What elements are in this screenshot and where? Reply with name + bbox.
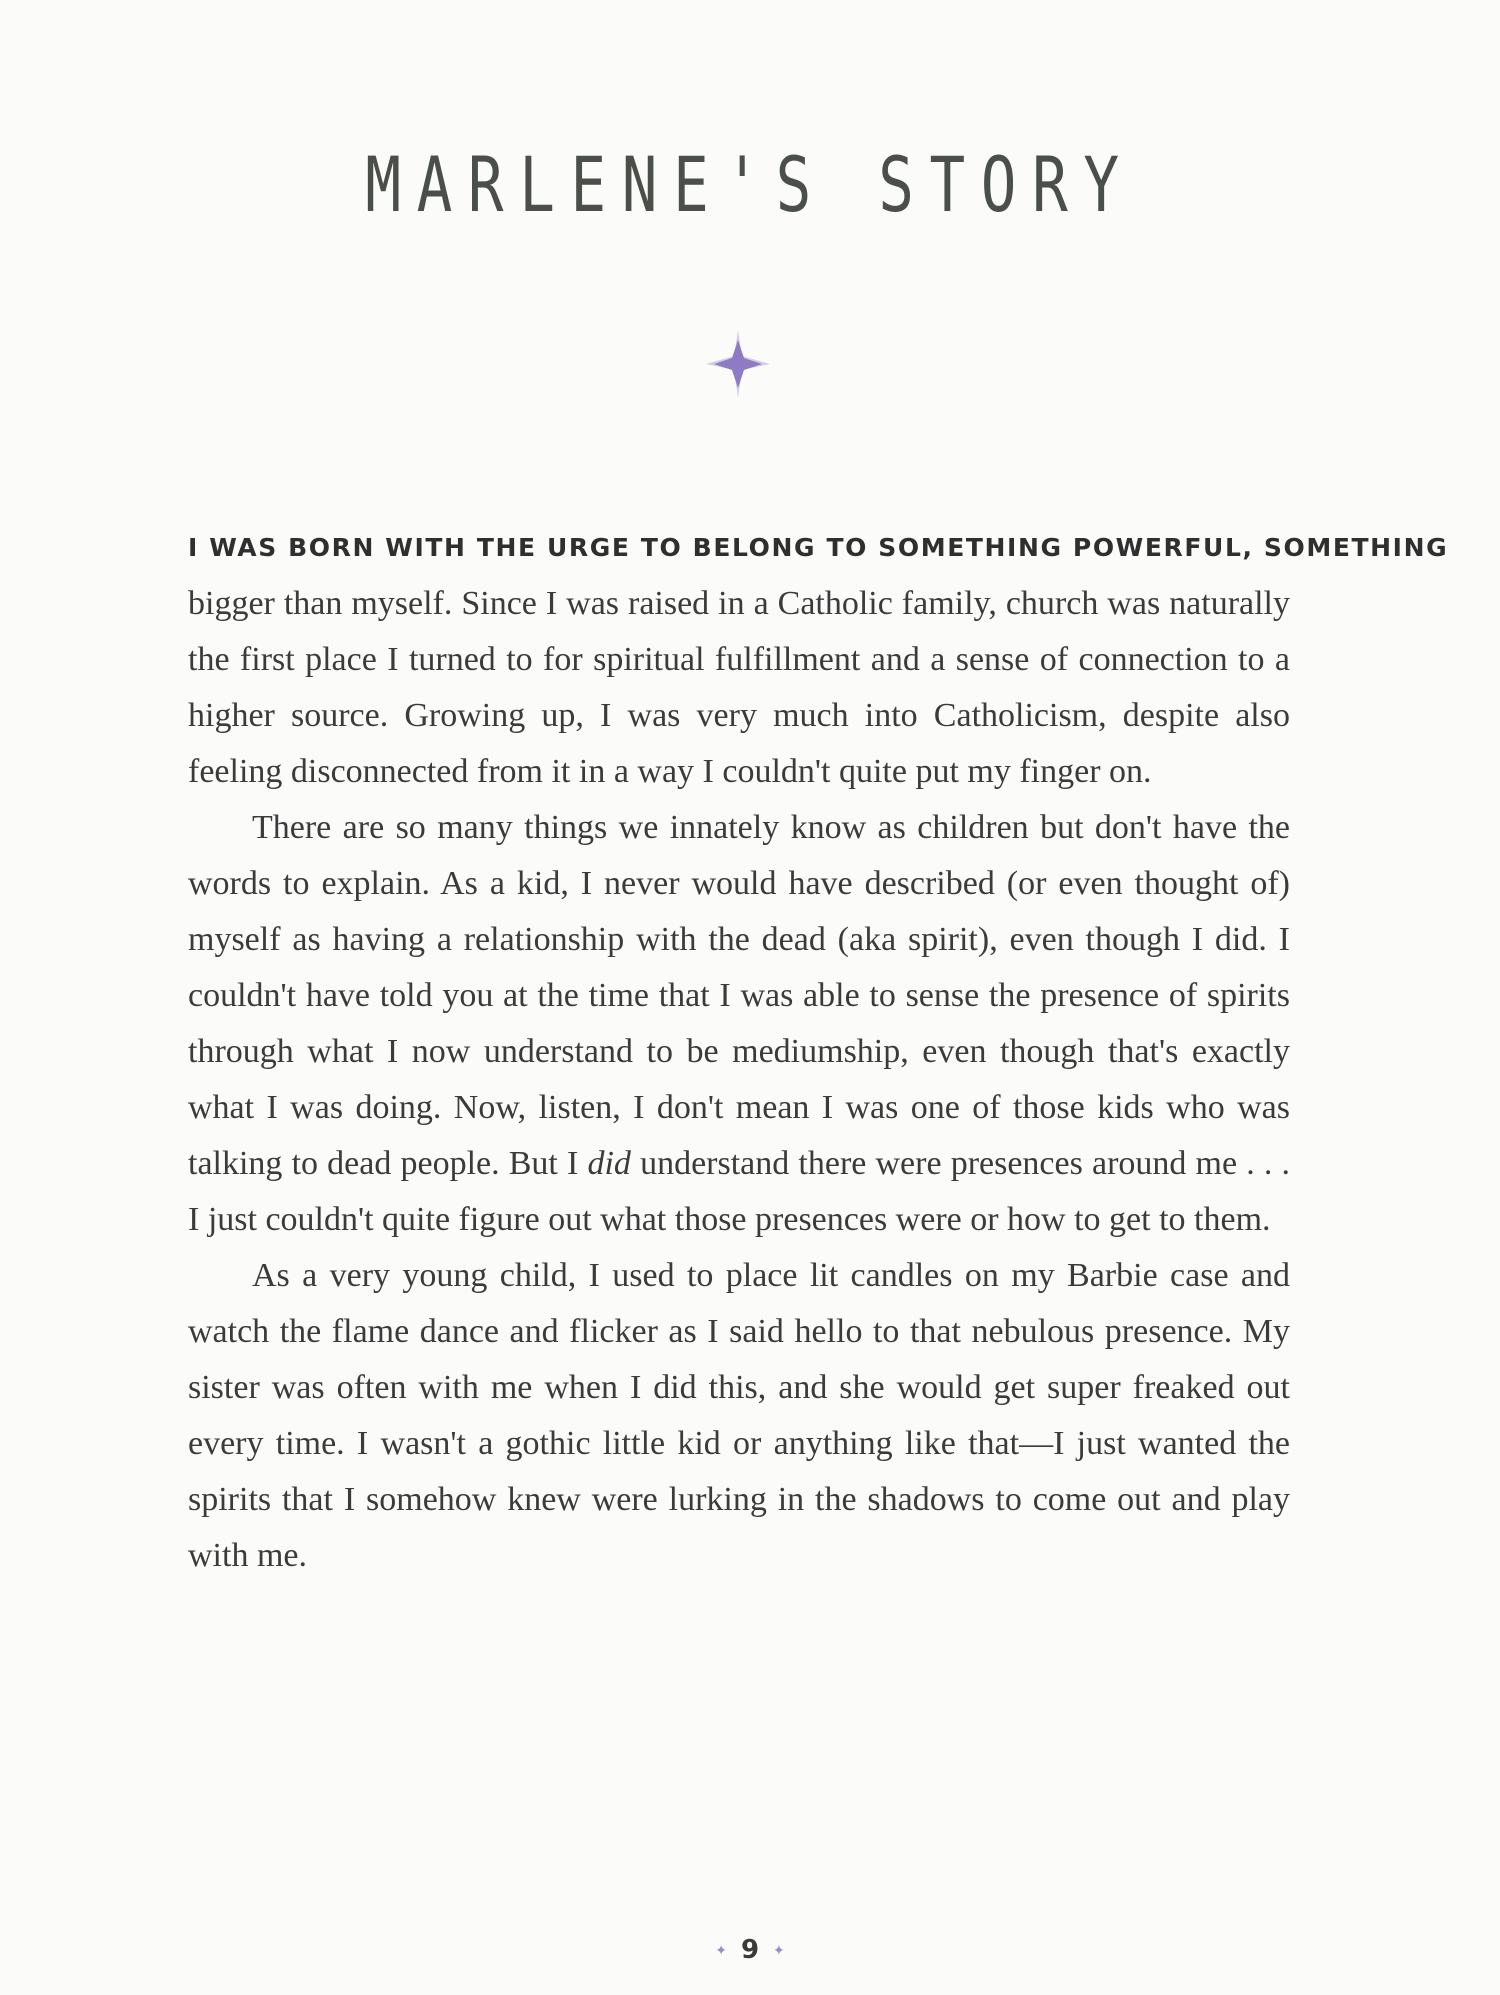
- paragraph-2-emphasis: did: [587, 1145, 631, 1182]
- paragraph-2-text-a: There are so many things we innately know as children but don't have the words to explain. As a kid, I never would have described (or even thought of) myself as having a relationship with the dead (aka spirit), even though I did. I couldn't have told you at the time that I was able to sense the presence of spirits through what I now understand to be mediumship, even though that's exactly what I was doing. Now, listen, I don't mean I was one of those kids who was talking to dead people. But I: [188, 809, 1290, 1182]
- chapter-title: MARLENE'S STORY: [365, 140, 1135, 229]
- four-point-star-icon: [706, 330, 770, 398]
- folio-star-right-icon: ✦: [773, 1942, 785, 1959]
- paragraph-2: [188, 800, 1290, 1248]
- paragraph-1: bigger than myself. Since I was raised in a Catholic family, church was naturally the first place I turned to for spiritual fulfillment and a sense of connection to a higher source. Growing up, I was very much into Catholicism, despite also feeling disconnected from it in a way I couldn't quite put my finger on.: [188, 585, 1290, 790]
- lead-in-caps: I WAS BORN WITH THE URGE TO BELONG TO SOMETHING POWERFUL, SOMETHING: [188, 533, 1449, 562]
- page-number-footer: [0, 1935, 1500, 1965]
- folio-star-left-icon: ✦: [715, 1942, 727, 1959]
- chapter-body: [188, 520, 1449, 1584]
- paragraph-2-text-b: understand there were presences around me . . . I just couldn't quite figure out what those presences were or how to get to them.: [188, 1145, 1290, 1238]
- paragraph-3: As a very young child, I used to place lit candles on my Barbie case and watch the flame dance and flicker as I said hello to that nebulous presence. My sister was often with me when I did this, and she would get super freaked out every time. I wasn't a gothic little kid or anything like that—I just wanted the spirits that I somehow knew were lurking in the shadows to come out and play with me.: [188, 1257, 1290, 1574]
- page-number: 9: [740, 1935, 760, 1965]
